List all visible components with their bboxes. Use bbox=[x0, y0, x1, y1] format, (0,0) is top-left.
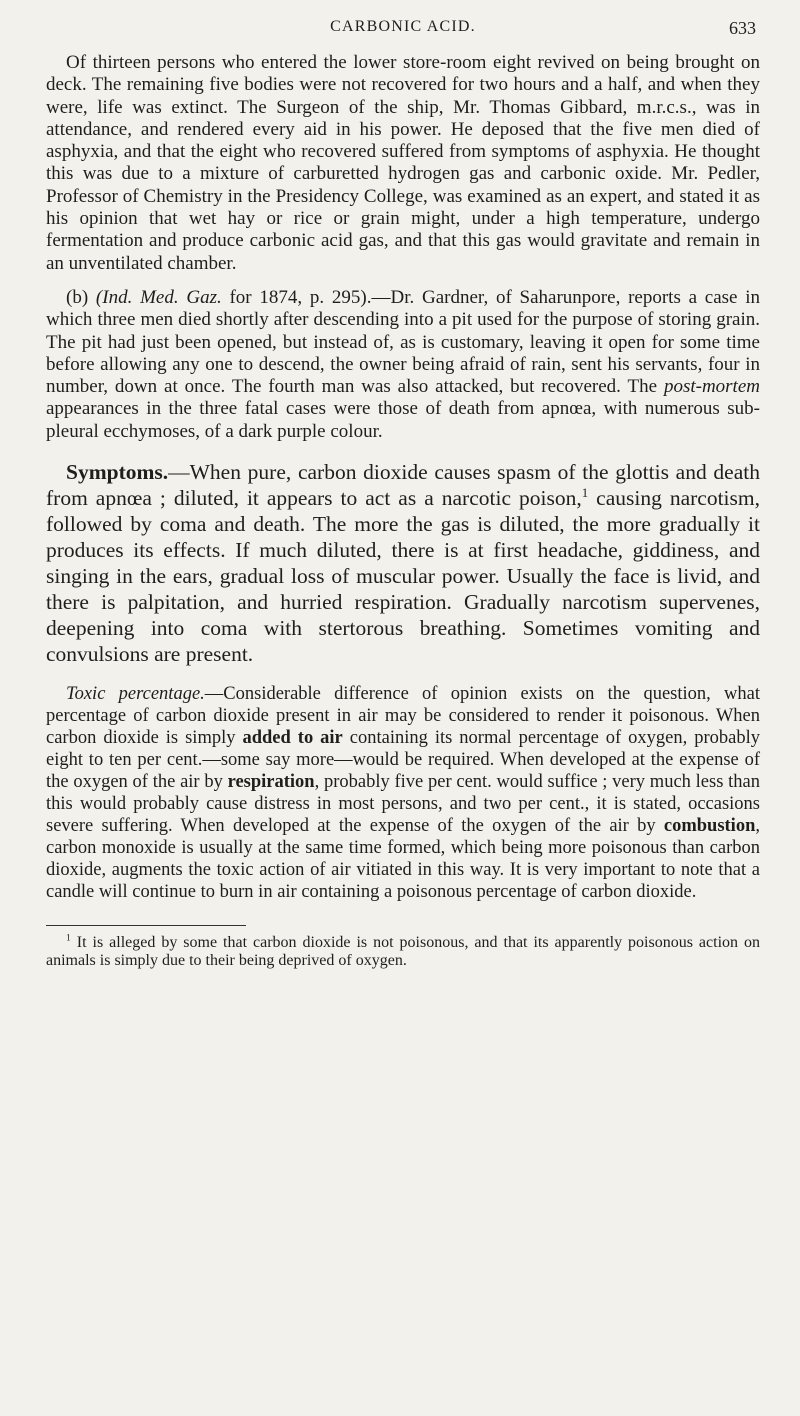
footnote-marker: 1 bbox=[66, 932, 71, 944]
paragraph-symptoms bbox=[46, 459, 760, 667]
running-title: CARBONIC ACID. bbox=[330, 18, 476, 35]
symptoms-text-a: —When pure, carbon dioxide causes spasm of the glottis and death from apnœa ; diluted, it appears to act as a narcotic poison, bbox=[46, 460, 760, 511]
paragraph-store-room-case: Of thirteen persons who entered the lower store-room eight revived on being brought on deck. The remaining five bodies were not recovered for two hours and a half, and when they were, life was extinct. The Surgeon of the ship, Mr. Thomas Gibbard, m.r.c.s., was in attendance, and rendered every aid in his power. He deposed that the five men died of asphyxia, and that the eight who recovered suffered from symptoms of asphyxia. He thought this was due to a mixture of carburetted hydrogen gas and carbonic oxide. Mr. Pedler, Professor of Chemistry in the Presidency College, was examined as an expert, and stated it as his opinion that wet hay or rice or grain might, under a high temperature, undergo fermentation and produce carbonic acid gas, and that this gas would gravitate and remain in an unventilated chamber. bbox=[46, 52, 760, 274]
toxic-text-d: , carbon monoxide is usually at the same time formed, which being more poisonous than carbon dioxide, augments the toxic action of air vitiated in this way. It is very important to note that a candle will continue to burn in air containing a poisonous percentage of carbon dioxide. bbox=[46, 816, 760, 903]
respiration-term: respiration bbox=[227, 772, 315, 793]
footnote-text: It is alleged by some that carbon dioxide is not poisonous, and that its apparently poisonous action on animals is simply due to their being deprived of oxygen. bbox=[46, 934, 760, 970]
added-to-air-term: added to air bbox=[242, 728, 343, 749]
footnote-reference: 1 bbox=[581, 485, 589, 500]
toxic-text-c: , probably five per cent. would suffice ; very much less than this would probably cause distress in most persons, and two per cent., it is stated, occasions severe suffering. When developed at the expense of the oxygen of the air by bbox=[46, 772, 760, 837]
case-b-text: for 1874, p. 295).—Dr. Gardner, of Saharunpore, reports a case in which three men died shortly after descending into a pit used for the purpose of storing grain. The pit had just been opened, but instead of, as is customary, leaving it open for some time before allowing any one to descend, the owner being afraid of rain, sent his servants, four in number, down at once. The fourth man was also attacked, but recovered. The bbox=[46, 286, 761, 398]
journal-citation: (Ind. Med. Gaz. bbox=[95, 286, 222, 308]
page-body bbox=[46, 52, 760, 970]
case-b-ending: appearances in the three fatal cases were those of death from apnœa, with numerous sub-pleural ecchymoses, of a dark purple colour. bbox=[46, 398, 760, 442]
paragraph-toxic-percentage bbox=[46, 683, 760, 903]
case-label: (b) bbox=[66, 286, 89, 308]
footnote bbox=[46, 934, 760, 970]
combustion-term: combustion bbox=[663, 816, 756, 837]
post-mortem-term: post-mortem bbox=[663, 376, 760, 398]
symptoms-heading: Symptoms. bbox=[66, 460, 169, 485]
page-number: 633 bbox=[729, 18, 756, 38]
paragraph-case-b bbox=[46, 287, 760, 443]
running-head bbox=[46, 18, 760, 42]
footnote-divider bbox=[46, 925, 246, 926]
toxic-text-a: —Considerable difference of opinion exists on the question, what percentage of carbon dioxide present in air may be considered to render it poisonous. When carbon dioxide is simply bbox=[46, 684, 760, 749]
toxic-heading: Toxic percentage. bbox=[66, 684, 205, 705]
symptoms-text-b: causing narcotism, followed by coma and death. The more the gas is diluted, the more gradually it produces its effects. If much diluted, there is at first headache, giddiness, and singing in the ears, gradual loss of muscular power. Usually the face is livid, and there is palpitation, and hurried respiration. Gradually narcotism supervenes, deepening into coma with stertorous breathing. Sometimes vomiting and convulsions are present. bbox=[46, 486, 760, 667]
toxic-text-b: containing its normal percentage of oxygen, probably eight to ten per cent.—some say more—would be required. When developed at the expense of the oxygen of the air by bbox=[46, 728, 760, 793]
